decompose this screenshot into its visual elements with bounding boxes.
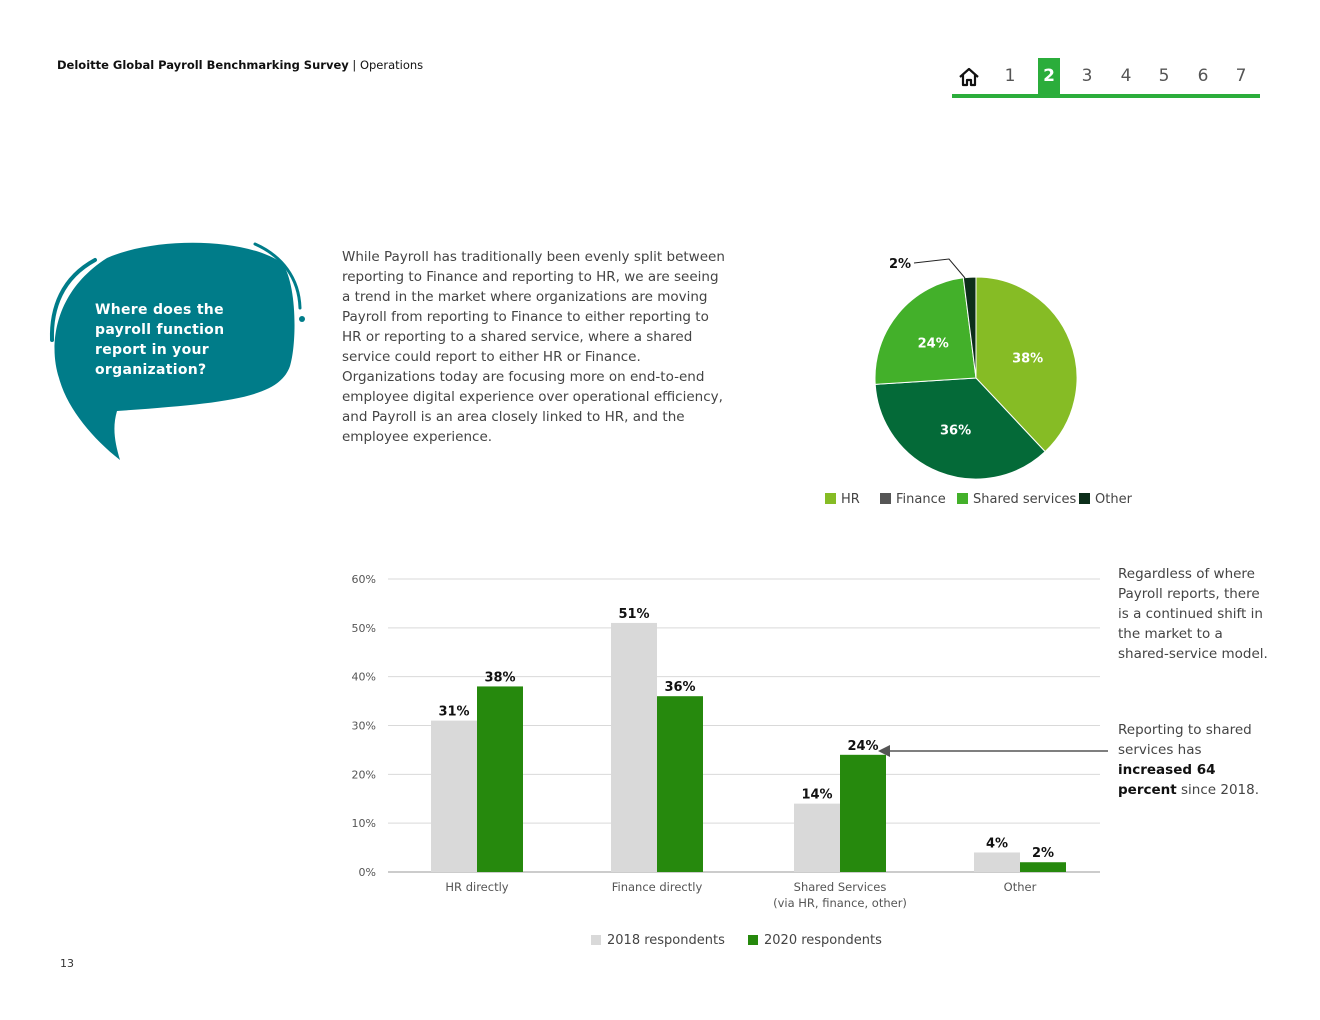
legend-swatch <box>1079 493 1090 504</box>
pie-label-hr: 38% <box>1012 351 1044 367</box>
bar-2020-3 <box>1020 862 1066 872</box>
intro-paragraph: While Payroll has traditionally been evenly split between reporting to Finance and reporting to HR, we are seeing a trend in the market where organizations are moving Payroll from reporting to Finance to either reporting to HR or reporting to a shared service, where a shared service could report to either HR or Finance. Organizations today are focusing more on end-to-end employee digital experience over operational efficiency, and Payroll is an area closely linked to HR, and the employee experience. <box>342 249 725 445</box>
y-tick-label: 40% <box>351 670 376 684</box>
pie-label-shared-services: 24% <box>917 336 949 352</box>
legend-swatch <box>880 493 891 504</box>
nav-page-6[interactable]: 6 <box>1197 66 1209 86</box>
nav-page-5[interactable]: 5 <box>1158 66 1170 86</box>
survey-title: Deloitte Global Payroll Benchmarking Survey <box>57 58 349 72</box>
pie-chart <box>820 245 1150 520</box>
pie-slice-shared-services <box>875 278 976 385</box>
page-navigation <box>952 58 1260 98</box>
y-tick-label: 60% <box>351 573 376 586</box>
y-tick-label: 20% <box>351 768 376 782</box>
nav-underline <box>952 94 1260 98</box>
bar-value-label: 4% <box>985 836 1009 852</box>
bar-value-label: 38% <box>484 670 516 686</box>
bar-value-label: 36% <box>664 680 696 696</box>
nav-page-4[interactable]: 4 <box>1120 66 1132 86</box>
bar-2018-2 <box>794 804 840 872</box>
y-tick-label: 0% <box>358 866 376 879</box>
bar-2018-0 <box>431 721 477 872</box>
pie-label-other: 2% <box>888 257 912 272</box>
bar-2018-3 <box>974 852 1020 872</box>
page-number: 13 <box>60 957 74 970</box>
side-note-trend: Regardless of where Payroll reports, there is a continued shift in the market to a shared-service model. <box>1118 566 1268 662</box>
home-icon[interactable] <box>958 58 980 94</box>
legend-swatch <box>957 493 968 504</box>
legend-hr: HR <box>825 492 860 507</box>
legend-other: Other <box>1079 492 1132 507</box>
x-category-label: Other <box>1003 880 1037 894</box>
x-category-label: Finance directly <box>611 880 703 894</box>
nav-page-3[interactable]: 3 <box>1081 66 1093 86</box>
section-name: Operations <box>359 58 424 72</box>
y-tick-label: 10% <box>351 817 376 831</box>
bar-2020-2 <box>840 755 886 872</box>
x-category-label: Shared Services <box>793 880 887 894</box>
bar-value-label: 2% <box>1031 846 1055 862</box>
document-header <box>57 58 423 72</box>
bar-legend-swatch <box>748 935 758 945</box>
nav-page-2[interactable]: 2 <box>1038 58 1060 94</box>
legend-shared-services: Shared services <box>957 492 1076 507</box>
bar-2020-0 <box>477 686 523 872</box>
x-category-label: HR directly <box>445 880 509 894</box>
bar-2018-1 <box>611 623 657 872</box>
y-tick-label: 30% <box>351 719 376 733</box>
question-text: Where does the payroll function report in your organization? <box>95 302 225 378</box>
bar-value-label: 51% <box>618 606 650 622</box>
pie-label-finance: 36% <box>939 423 972 439</box>
bar-legend-label: 2018 respondents <box>607 933 725 948</box>
bar-2020-1 <box>657 696 703 872</box>
bar-legend-swatch <box>591 935 601 945</box>
bar-legend-label: 2020 respondents <box>764 933 882 948</box>
bar-value-label: 31% <box>438 704 470 720</box>
nav-page-1[interactable]: 1 <box>1004 66 1016 86</box>
side-note-pre: Reporting to shared services has <box>1118 722 1252 758</box>
legend-finance: Finance <box>880 492 946 507</box>
bar-value-label: 14% <box>801 787 833 803</box>
bar-value-label: 24% <box>847 738 879 754</box>
legend-swatch <box>825 493 836 504</box>
bar-chart <box>340 560 1120 950</box>
side-note-highlight <box>1118 720 1268 800</box>
nav-page-7[interactable]: 7 <box>1235 66 1247 86</box>
x-category-label: (via HR, finance, other) <box>773 896 907 910</box>
header-separator: | <box>348 58 360 72</box>
y-tick-label: 50% <box>351 621 376 635</box>
side-note-bold: increased 64 percent <box>1118 762 1216 798</box>
side-note-post: since 2018. <box>1176 782 1260 798</box>
